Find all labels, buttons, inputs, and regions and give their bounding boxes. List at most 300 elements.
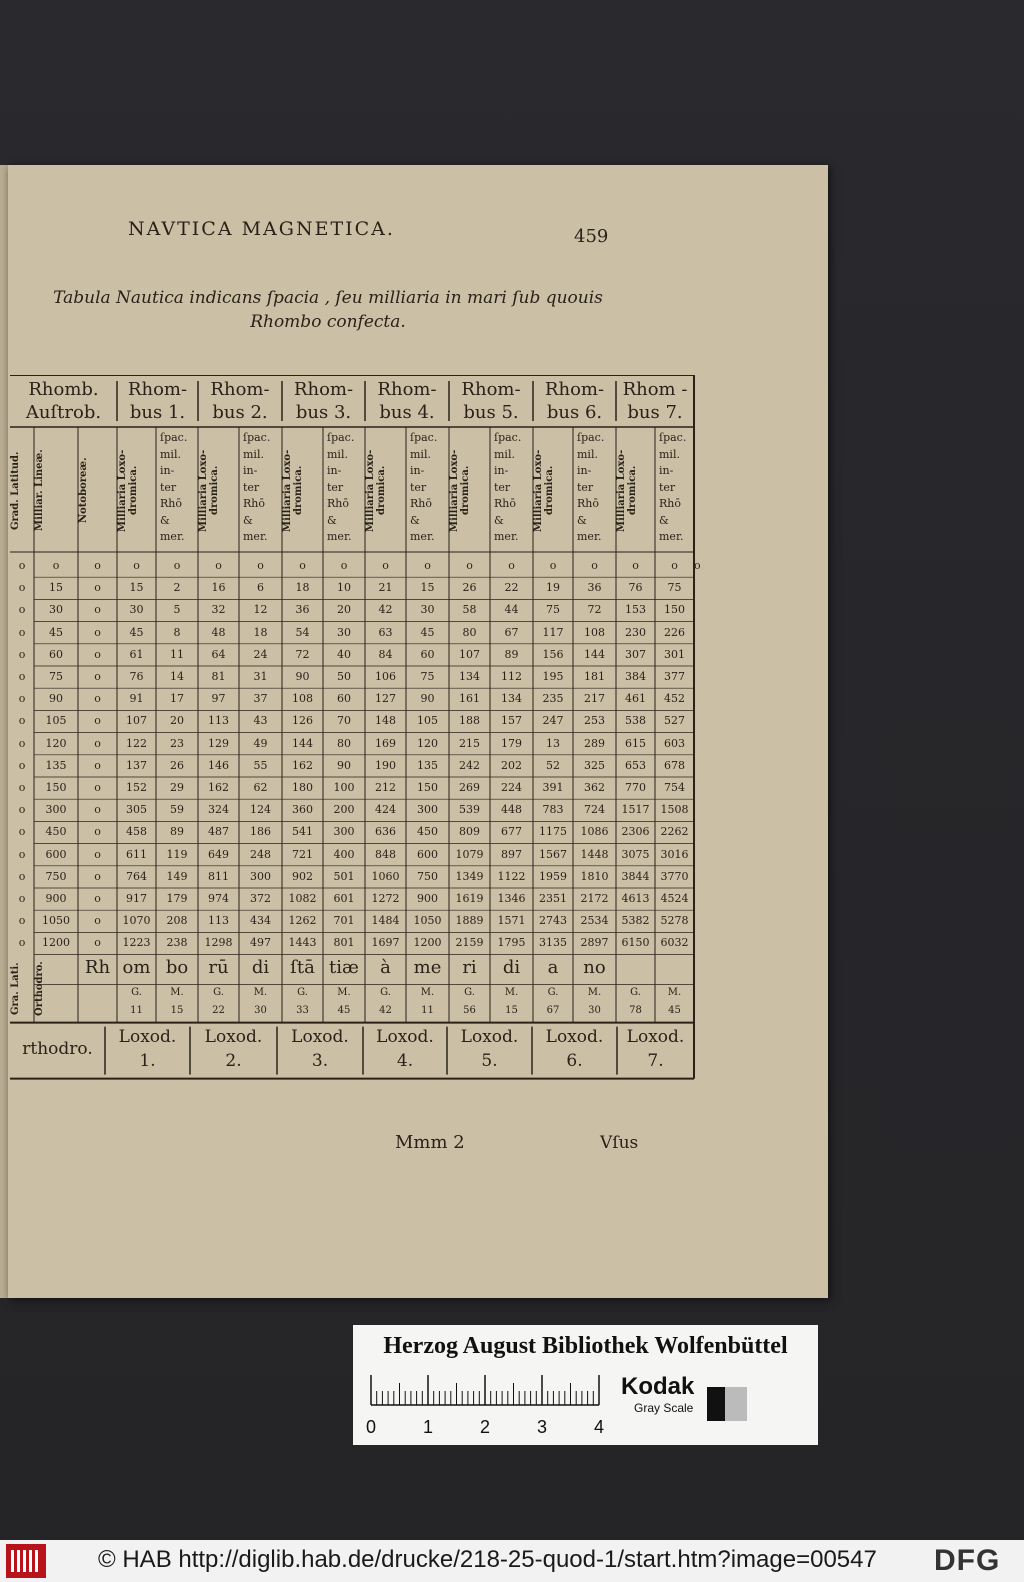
table-cell: 1889 <box>455 914 484 928</box>
degree-value: 67 <box>546 1004 560 1016</box>
table-cell: 52 <box>546 758 560 772</box>
table-cell: 4613 <box>621 892 650 905</box>
table-cell: 3075 <box>621 847 650 861</box>
table-cell: 2306 <box>621 825 650 839</box>
degree-value: 56 <box>463 1004 476 1016</box>
table-cell: 75 <box>667 581 682 595</box>
rhombus-header-3-line2: bus 3. <box>295 402 352 423</box>
table-cell: 2897 <box>580 936 609 950</box>
table-cell: 1272 <box>371 892 400 905</box>
table-cell: 15 <box>49 581 63 595</box>
notoboreae-header: Notoboreæ. <box>78 457 89 524</box>
spacia-header-4-1: mil. <box>410 447 431 461</box>
copyright-link[interactable]: © HAB http://diglib.hab.de/drucke/218-25-quod-1/start.htm?image=00547 <box>98 1546 877 1573</box>
rhombus-header-7-line2: bus 7. <box>627 402 683 423</box>
table-cell: 391 <box>542 781 564 794</box>
table-cell: 448 <box>501 803 522 817</box>
table-cell: o <box>94 803 101 817</box>
table-cell: o <box>508 559 515 572</box>
left-fragment-cell: o <box>18 914 26 928</box>
table-cell: 22 <box>504 581 519 595</box>
table-cell: 24 <box>253 647 268 661</box>
spacia-header-1-5: & <box>160 513 170 527</box>
spacia-header-7-0: ſpac. <box>659 431 687 444</box>
loxodromic-footer-4-line2: 4. <box>396 1050 414 1071</box>
spacia-header-3-0: ſpac. <box>327 431 355 444</box>
spacia-header-6-6: mer. <box>577 530 602 543</box>
left-fragment-cell: o <box>18 936 26 950</box>
degree-unit: G. <box>380 986 391 998</box>
loxodromic-footer-5-line1: Loxod. <box>460 1026 519 1047</box>
table-cell: 305 <box>126 803 147 817</box>
table-cell: 81 <box>211 670 226 683</box>
table-cell: 1082 <box>288 892 317 905</box>
spacia-header-5-3: ter <box>494 480 511 494</box>
table-cell: 108 <box>292 692 313 706</box>
table-cell: 113 <box>208 714 229 728</box>
spacia-header-4-2: in- <box>410 464 425 477</box>
table-cell: 32 <box>211 603 226 617</box>
spacia-header-7-1: mil. <box>659 447 680 461</box>
degree-value: 11 <box>421 1004 434 1016</box>
table-cell: 13 <box>546 736 560 750</box>
left-fragment-cell: o <box>18 692 26 706</box>
table-cell: o <box>94 559 101 572</box>
table-cell: 148 <box>375 714 396 728</box>
table-cell: 8 <box>173 625 181 639</box>
table-cell: 974 <box>208 892 229 905</box>
degree-unit: M. <box>667 986 682 998</box>
table-cell: 58 <box>462 603 477 617</box>
table-cell: 2172 <box>580 892 609 905</box>
table-cell: 135 <box>417 758 438 772</box>
table-cell: 300 <box>417 803 438 817</box>
spacia-header-6-3: ter <box>577 480 594 494</box>
table-cell: 678 <box>664 758 685 772</box>
table-cell: 1508 <box>660 803 689 817</box>
table-cell: 186 <box>250 825 271 839</box>
table-cell: 76 <box>129 670 144 683</box>
table-cell: 162 <box>292 758 313 772</box>
table-cell: 11 <box>170 647 184 661</box>
table-cell: 119 <box>166 847 188 861</box>
table-cell: 497 <box>250 936 271 950</box>
library-name: Herzog August Bibliothek Wolfenbüttel <box>383 1333 788 1359</box>
table-cell: o <box>94 625 101 639</box>
loxodromic-header-2: Milliaria Loxo- dromica. <box>198 449 220 532</box>
loxodromic-footer-6-line2: 6. <box>566 1050 583 1071</box>
table-cell: 107 <box>459 647 480 661</box>
table-cell: 135 <box>45 758 67 772</box>
rhombus-header-3-line1: Rhom- <box>293 379 354 400</box>
loxodromic-header-4: Milliaria Loxo- dromica. <box>365 449 387 532</box>
table-cell: 40 <box>337 647 351 661</box>
table-cell: 180 <box>292 781 313 794</box>
rhombus-header-1-line1: Rhom- <box>127 379 188 400</box>
loxodromic-footer-3-line1: Loxod. <box>291 1026 349 1047</box>
table-cell: 603 <box>664 736 685 750</box>
rhombus-header-1-line2: bus 1. <box>129 402 186 423</box>
loxodromic-footer-5-line2: 5. <box>481 1050 498 1071</box>
table-cell: 1697 <box>371 936 400 950</box>
table-cell: 721 <box>292 847 313 861</box>
word-row-fragment: om <box>122 956 151 978</box>
degree-unit: G. <box>213 986 224 998</box>
table-cell: 897 <box>501 847 522 861</box>
table-cell: 144 <box>584 647 605 661</box>
table-cell: 150 <box>45 781 67 794</box>
degree-unit: G. <box>297 986 308 998</box>
table-cell: 120 <box>417 736 438 750</box>
table-cell: 30 <box>337 625 351 639</box>
table-cell: 208 <box>166 914 188 928</box>
table-cell: 902 <box>292 869 313 883</box>
table-cell: o <box>94 936 101 950</box>
table-cell: 70 <box>337 714 351 728</box>
table-cell: 1619 <box>455 892 484 905</box>
rhombus-header-6-line1: Rhom- <box>544 379 605 400</box>
catchword: Vſus <box>600 1133 639 1153</box>
table-cell: 1349 <box>455 869 484 883</box>
table-cell: 15 <box>420 581 435 595</box>
table-cell: 1959 <box>539 869 567 883</box>
table-cell: 179 <box>166 892 188 905</box>
table-cell: 538 <box>625 714 646 728</box>
table-cell: 212 <box>375 781 396 794</box>
table-cell: 300 <box>250 869 271 883</box>
degree-value: 22 <box>212 1004 225 1016</box>
table-cell: o <box>549 559 557 572</box>
word-row-fragment: bo <box>165 956 189 978</box>
page-number: 459 <box>574 226 609 247</box>
table-cell: 1079 <box>455 847 484 861</box>
table-cell: 72 <box>295 647 310 661</box>
degree-value: 45 <box>668 1004 681 1016</box>
orthodro-footer: Orthodro. <box>34 961 45 1016</box>
rhombus-header-6-line2: bus 6. <box>546 402 603 423</box>
table-cell: 162 <box>208 781 229 794</box>
degree-unit: M. <box>504 986 519 998</box>
table-cell: 120 <box>45 736 67 750</box>
spacia-header-1-1: mil. <box>160 447 181 461</box>
left-fragment-cell: o <box>18 892 26 905</box>
spacia-header-2-0: ſpac. <box>243 431 271 444</box>
table-cell: 107 <box>126 714 147 728</box>
table-cell: 677 <box>501 825 522 839</box>
degree-unit: M. <box>170 986 184 998</box>
table-cell: 424 <box>375 803 396 817</box>
orthodromic-bottom-label: rthodro. <box>22 1038 93 1059</box>
spacia-header-6-4: Rhō <box>577 497 599 510</box>
table-cell: o <box>94 714 101 728</box>
table-cell: 14 <box>170 670 184 683</box>
table-cell: 106 <box>375 670 396 683</box>
table-cell: 179 <box>501 736 522 750</box>
table-cell: 105 <box>45 714 67 728</box>
spacia-header-5-1: mil. <box>494 447 515 461</box>
table-cell: 126 <box>292 714 313 728</box>
table-cell: 1484 <box>371 914 400 928</box>
loxodromic-footer-7-line1: Loxod. <box>626 1026 685 1047</box>
spacia-header-6-1: mil. <box>577 447 598 461</box>
table-cell: 253 <box>584 714 605 728</box>
table-cell: 461 <box>625 692 646 706</box>
table-cell: 30 <box>129 603 144 617</box>
left-fragment-cell: o <box>18 736 26 750</box>
table-cell: 1443 <box>288 936 317 950</box>
table-cell: 129 <box>208 736 229 750</box>
table-cell: 21 <box>378 581 393 595</box>
table-cell: 636 <box>375 825 396 839</box>
loxodromic-footer-2-line2: 2. <box>225 1050 242 1071</box>
table-cell: 307 <box>625 647 646 661</box>
table-cell: 615 <box>625 736 646 750</box>
table-cell: 137 <box>126 758 147 772</box>
table-cell: 811 <box>208 869 229 883</box>
table-cell: o <box>591 559 598 572</box>
table-cell: 76 <box>628 581 643 595</box>
left-fragment-cell: o <box>18 559 26 572</box>
table-cell: 247 <box>542 714 564 728</box>
table-cell: 1571 <box>497 914 526 928</box>
table-cell: 452 <box>664 692 685 706</box>
word-row-fragment: ſtā <box>290 956 315 978</box>
spacia-header-4-5: & <box>410 513 420 527</box>
table-cell: 649 <box>208 847 229 861</box>
rhombus-header-4-line1: Rhom- <box>377 379 437 400</box>
left-fragment-cell: o <box>18 869 26 883</box>
table-cell: 783 <box>542 803 564 817</box>
word-row-fragment: no <box>583 956 606 978</box>
left-fragment-cell: o <box>18 825 26 839</box>
loxodromic-footer-1-line2: 1. <box>139 1050 156 1071</box>
table-cell: 226 <box>664 625 685 639</box>
rhombus-header-0-line1: Rhomb. <box>28 379 99 400</box>
table-cell: 80 <box>337 736 351 750</box>
degree-unit: G. <box>464 986 475 998</box>
table-cell: o <box>94 736 101 750</box>
spacia-header-5-2: in- <box>494 464 509 477</box>
table-cell: 235 <box>542 692 564 706</box>
table-cell: o <box>94 914 101 928</box>
table-cell: 23 <box>170 736 184 750</box>
table-cell: 1567 <box>539 847 567 861</box>
table-cell: 325 <box>584 758 605 772</box>
table-cell: o <box>94 581 101 595</box>
table-cell: o <box>52 559 60 572</box>
spacia-header-1-4: Rhō <box>160 497 182 510</box>
table-cell: 91 <box>129 692 144 706</box>
degree-unit: M. <box>587 986 602 998</box>
degree-unit: G. <box>547 986 559 998</box>
degree-value: 30 <box>254 1004 267 1016</box>
table-cell: 458 <box>126 825 147 839</box>
table-cell: 144 <box>292 736 313 750</box>
table-cell: 75 <box>546 603 560 617</box>
table-cell: 113 <box>208 914 229 928</box>
table-cell: 188 <box>459 714 480 728</box>
table-cell: 770 <box>625 781 646 794</box>
table-cell: 44 <box>504 603 519 617</box>
table-cell: 801 <box>333 936 355 950</box>
grad-latitud-header: Grad. Latitud. <box>10 451 21 530</box>
table-cell: 146 <box>208 758 229 772</box>
table-cell: 10 <box>337 581 351 595</box>
table-cell: 2262 <box>660 825 689 839</box>
table-cell: 1200 <box>413 936 442 950</box>
table-cell: 157 <box>501 714 522 728</box>
table-cell: 269 <box>459 781 480 794</box>
left-fragment-cell: o <box>18 581 26 595</box>
spacia-header-4-0: ſpac. <box>410 431 438 444</box>
table-cell: 26 <box>462 581 477 595</box>
table-cell: o <box>133 559 140 572</box>
loxodromic-header-1: Milliaria Loxo- dromica. <box>117 449 139 532</box>
table-cell: 289 <box>584 736 605 750</box>
table-cell: 2159 <box>455 936 484 950</box>
table-cell: 1070 <box>122 914 151 928</box>
table-cell: 61 <box>129 647 144 661</box>
table-cell: 150 <box>664 603 685 617</box>
word-row-fragment: Rh <box>84 956 111 978</box>
spacia-header-3-2: in- <box>327 464 342 477</box>
table-cell: 75 <box>49 670 63 683</box>
table-cell: 18 <box>253 625 268 639</box>
table-cell: 501 <box>333 869 355 883</box>
table-cell: o <box>94 825 101 839</box>
table-cell: 181 <box>584 670 605 683</box>
table-cell: 30 <box>420 603 435 617</box>
table-cell: 2534 <box>580 914 609 928</box>
table-cell: 153 <box>625 603 646 617</box>
table-cell: 202 <box>501 758 522 772</box>
table-cell: 848 <box>375 847 396 861</box>
table-cell: 169 <box>375 736 396 750</box>
table-cell: 67 <box>504 625 519 639</box>
table-cell: 105 <box>417 714 438 728</box>
table-cell: 48 <box>211 625 226 639</box>
spacia-header-1-2: in- <box>160 464 175 477</box>
table-cell: 1050 <box>42 914 70 928</box>
table-cell: 75 <box>420 670 435 683</box>
left-fragment-cell: o <box>18 670 26 683</box>
table-cell: 30 <box>49 603 63 617</box>
table-cell: 1175 <box>539 825 567 839</box>
word-row-fragment: ri <box>462 956 477 978</box>
table-cell: o <box>632 559 639 572</box>
ruler-number: 1 <box>423 1417 434 1437</box>
table-cell: o <box>382 559 389 572</box>
table-cell: 5278 <box>660 914 689 928</box>
degree-unit: M. <box>420 986 435 998</box>
table-cell: 377 <box>664 670 685 683</box>
table-cell: o <box>94 647 101 661</box>
table-cell: 809 <box>459 825 480 839</box>
table-cell: 62 <box>253 781 268 794</box>
table-cell: 6 <box>257 581 264 595</box>
loxodromic-footer-2-line1: Loxod. <box>204 1026 263 1047</box>
spacia-header-6-0: ſpac. <box>577 431 605 444</box>
degree-unit: G. <box>131 986 142 998</box>
table-cell: 1050 <box>413 914 442 928</box>
spacia-header-2-3: ter <box>243 480 260 494</box>
table-cell: 1448 <box>580 847 609 861</box>
table-cell: 84 <box>378 647 393 661</box>
table-cell: 117 <box>542 625 564 639</box>
table-cell: 37 <box>253 692 268 706</box>
table-cell: 49 <box>253 736 268 750</box>
caption-line-2: Rhombo confecta. <box>250 312 406 332</box>
spacia-header-7-4: Rhō <box>659 497 681 510</box>
table-cell: 149 <box>166 869 188 883</box>
table-cell: o <box>257 559 264 572</box>
spacia-header-5-6: mer. <box>494 530 519 543</box>
spacia-header-7-3: ter <box>659 480 676 494</box>
dfg-logo: DFG <box>934 1544 1001 1577</box>
spacia-header-2-6: mer. <box>243 530 268 543</box>
table-cell: 539 <box>459 803 480 817</box>
table-cell: 6150 <box>621 936 650 950</box>
table-cell: 400 <box>333 847 355 861</box>
table-cell: 242 <box>459 758 480 772</box>
table-cell: 434 <box>250 914 271 928</box>
table-cell: 63 <box>378 625 393 639</box>
table-cell: 3016 <box>660 847 689 861</box>
spacia-header-3-1: mil. <box>327 447 348 461</box>
table-cell: 90 <box>295 670 310 683</box>
table-cell: o <box>215 559 222 572</box>
spacia-header-2-2: in- <box>243 464 258 477</box>
table-cell: 15 <box>129 581 144 595</box>
table-cell: 124 <box>250 803 271 817</box>
table-cell: 60 <box>49 647 63 661</box>
word-row-fragment: di <box>502 956 521 978</box>
table-cell: 112 <box>501 670 522 683</box>
degree-unit: G. <box>630 986 641 998</box>
table-cell: 156 <box>542 647 564 661</box>
degree-unit: M. <box>337 986 351 998</box>
spacia-header-7-6: mer. <box>659 530 684 543</box>
table-cell: 200 <box>333 803 355 817</box>
degree-value: 15 <box>505 1004 518 1016</box>
spacia-header-2-5: & <box>243 513 253 527</box>
table-cell: o <box>94 670 101 683</box>
table-cell: 36 <box>295 603 310 617</box>
left-fragment-cell: o <box>18 714 26 728</box>
table-cell: o <box>94 758 101 772</box>
loxodromic-footer-7-line2: 7. <box>647 1050 664 1071</box>
spacia-header-4-4: Rhō <box>410 497 432 510</box>
table-cell: 601 <box>333 892 355 905</box>
word-row-fragment: a <box>547 956 559 978</box>
table-cell: 17 <box>170 692 184 706</box>
table-cell: 90 <box>337 758 351 772</box>
word-row-fragment: di <box>251 956 270 978</box>
table-cell: 450 <box>45 825 67 839</box>
table-cell: 2351 <box>539 892 567 905</box>
table-cell: 2 <box>173 581 181 595</box>
loxodromic-footer-6-line1: Loxod. <box>545 1026 604 1047</box>
rhombus-header-5-line2: bus 5. <box>463 402 519 423</box>
spacia-header-3-4: Rhō <box>327 497 349 510</box>
table-cell: 64 <box>211 647 226 661</box>
table-cell: 600 <box>45 847 67 861</box>
rhombus-header-2-line1: Rhom- <box>210 379 270 400</box>
degree-value: 15 <box>170 1004 184 1016</box>
table-cell: o <box>94 869 101 883</box>
word-row-fragment: rū <box>208 956 229 978</box>
table-cell: 3770 <box>660 869 689 883</box>
